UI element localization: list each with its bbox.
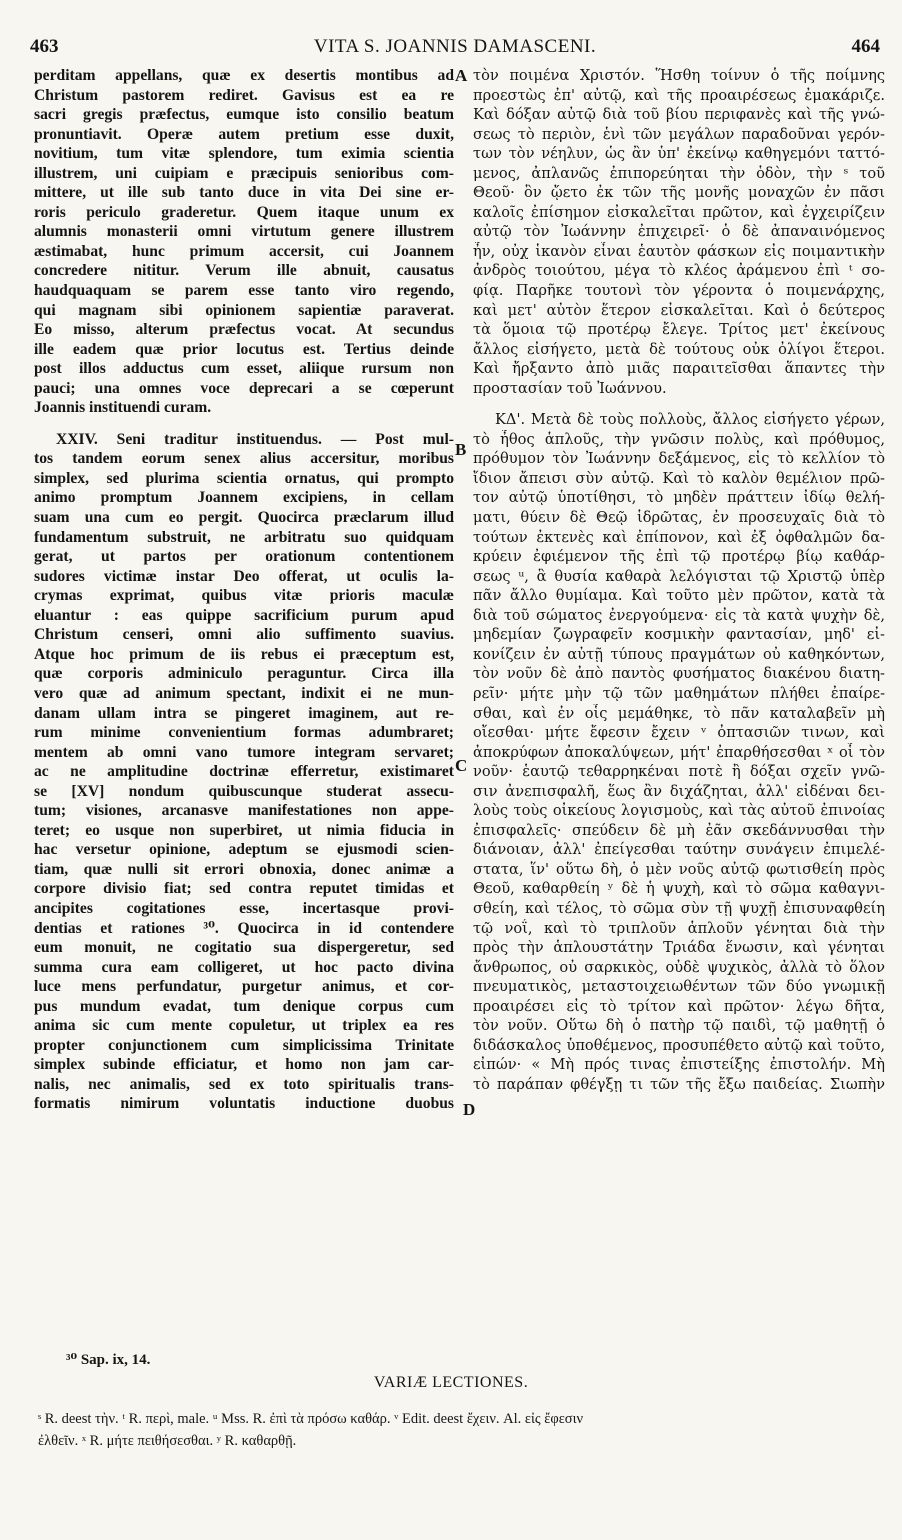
text-line: mittere, ut ille sub tanto duce in vita Dei sine er-: [34, 184, 454, 202]
margin-marker-b: B: [455, 440, 467, 459]
text-line: πρὸς τὴν ἁπλουστάτην Τριάδα ἕνωσιν, καὶ γένηται: [473, 939, 885, 957]
text-line: concredere nititur. Verum ille abnuit, causatus: [34, 262, 454, 280]
text-line: ρεῖν· μήτε μὴν τῷ τῶν μαθημάτων πλήθει ἐπαίρε-: [473, 684, 885, 702]
text-line: πᾶν ἄλλο θυμίαμα. Καὶ τοῦτο μὲν πρῶτον, κατὰ τὰ: [473, 587, 885, 605]
text-line: διάνοιαν, ἀλλ' ἐπείγεσθαι ταύτην συνάγειν ἐπιμελέ-: [473, 841, 885, 859]
text-line: διὰ τοῦ σώματος ἐνεργούμενα· εἰς τὰ κατὰ ψυχὴν δὲ,: [473, 606, 885, 624]
text-line: των τὸν νέηλυν, ὡς ἂν ὑπ' ἐκείνῳ καθηγεμόνι ταττό-: [473, 145, 885, 163]
margin-marker-c: C: [455, 756, 468, 775]
variae-lectiones: [38, 1408, 872, 1452]
text-line: rum minime convenientium formas adumbraret;: [34, 724, 454, 742]
text-line: σεως ᵘ, ἃ θυσία καθαρὰ λελόγισται τῷ Χριστῷ ὑπὲρ: [473, 567, 885, 585]
text-line: hac versetur opinione, adeptum se ejusmodi scien-: [34, 841, 454, 859]
text-line: vero quæ ad animum spectant, indixit ei ne mun-: [34, 684, 454, 702]
text-line: mentem ab omni vano tumore integram servaret;: [34, 743, 454, 761]
text-line: suam una cum eo pergit. Quocirca præclarum illud: [34, 509, 454, 527]
text-line: Καὶ δόξαν αὐτῷ διὰ τοῦ βίου περιφανὲς καὶ τῆς γνώ-: [473, 106, 885, 124]
text-line: σθαι, καὶ ἐν οἷς μεμάθηκε, τὸ πᾶν καταλαβεῖν μὴ: [473, 704, 885, 722]
page-number-right: 464: [851, 36, 880, 57]
text-line: προαιρέσει εἰς τὸ τρίτον καὶ πρῶτον· λέγω δῆτα,: [473, 997, 885, 1015]
text-line: alumnis monasterii omni virtutum genere illustrem: [34, 223, 454, 241]
text-line: σιν ἀνεπισφαλῆ, ἕως ἂν διχάζηται, ἀλλ' εἰδέναι δει-: [473, 782, 885, 800]
running-title: VITA S. JOANNIS DAMASCENI.: [313, 36, 597, 57]
text-line: τούτων ἐκτενὲς καὶ ἐπίπονον, καὶ ἐξ ὀφθαλμῶν δα-: [473, 528, 885, 546]
text-line: τὸν νοῦν. Οὕτω δὴ ὁ πατὴρ τῷ παιδὶ, τῷ μαθητῇ ὁ: [473, 1017, 885, 1035]
text-line: summa cura eam colligeret, ut hoc pacto divina: [34, 958, 454, 976]
text-line: teret; eo usque non superbiret, ut nimia fiducia in: [34, 821, 454, 839]
text-line: ancipites cogitationes esse, incertasque provi-: [34, 899, 454, 917]
text-line: gerat, ut partos per orationum contentionem: [34, 548, 454, 566]
text-line: τὰ ὅμοια τῷ προτέρῳ ἔλεγε. Τρίτος μετ' ἐκείνους: [473, 321, 885, 339]
text-line: ille eadem quæ prior locutus est. Tertius deinde: [34, 340, 454, 358]
text-line: στατα, ἵν' οὕτω δὴ, ὁ μὲν νοῦς αὐτῷ φωτισθείη πρὸς: [473, 860, 885, 878]
section-heading: ΚΔ'. Μετὰ δὲ τοὺς πολλοὺς, ἄλλος εἰσήγετο γέρων,: [495, 411, 885, 429]
text-line: pauci; una omnes voce deprecari a se cœperunt: [34, 379, 454, 397]
text-line: Joannis instituendi curam.: [34, 399, 212, 417]
text-line: tum; visiones, arcanasve manifestationes non appe-: [34, 802, 454, 820]
text-line: perditam appellans, quæ ex desertis montibus ad: [34, 67, 454, 84]
text-line: tiam, quæ nulli sit errori obnoxia, donec animæ a: [34, 860, 454, 878]
text-line: Θεοῦ· ὃν ᾤετο ἐκ τῶν τῆς μονῆς μοναχῶν ἐν πᾶσι: [473, 184, 885, 202]
text-line: Καὶ ἤρξαντο ἀπὸ μιᾶς παραιτεῖσθαι ἅπαντες τὴν: [473, 360, 885, 378]
footnote: ³⁰ Sap. ix, 14.: [66, 1352, 151, 1368]
variae-lectiones-title: VARIÆ LECTIONES.: [373, 1374, 529, 1391]
text-line: σεως τὸ περιὸν, ἑνὶ τῶν μεγάλων παραδοῦναι γερόν-: [473, 125, 885, 143]
page-number-left: 463: [30, 36, 59, 57]
text-line: se [XV] nondum quibuscunque studerat assecu-: [34, 782, 454, 800]
latin-column: [34, 66, 454, 1366]
text-line: formatis nimirum voluntatis inductione duobus: [34, 1095, 454, 1113]
text-line: σθείη, καὶ τέλος, τὸ σῶμα σὺν τῇ ψυχῇ ἐπισυναφθείη: [473, 899, 885, 917]
text-line: nalis, nec animalis, sed ex toto spiritualis trans-: [34, 1075, 454, 1093]
text-line: illustrem, uni cuipiam e præcipuis senioribus com-: [34, 164, 454, 182]
text-line: roris periculo graderetur. Quem itaque unum ex: [34, 203, 454, 221]
text-line: simplex subinde efficiatur, et homo non jam car-: [34, 1056, 454, 1074]
text-line: Christum censeri, omni alio suffimento suavius.: [34, 626, 454, 644]
text-line: φίᾳ. Παρῆκε τουτονὶ τὸν γέροντα ὁ ποιμενάρχης,: [473, 282, 885, 300]
variae-line-2: ἐλθεῖν. ˣ R. μήτε πειθήσεσθαι. ʸ R. καθαρθῇ.: [38, 1433, 297, 1449]
page-header: [30, 32, 880, 66]
text-line: ματι, θύειν δὲ Θεῷ ἱδρῶτας, ἐν προσευχαῖς διὰ τὸ: [473, 509, 885, 527]
text-line: Θεοῦ, καθαρθείη ʸ δὲ ἡ ψυχὴ, καὶ τὸ σῶμα καθαγνι-: [473, 880, 885, 898]
text-line: sudores victimæ instar Deo offerat, ut oculis la-: [34, 567, 454, 585]
greek-column: [473, 66, 885, 1366]
text-line: danam ullam intra se pingeret imaginem, aut re-: [34, 704, 454, 722]
text-line: animo promptum Joannem excipiens, in cellam: [34, 489, 454, 507]
text-line: προεστὼς ἐπ' αὐτῷ, καὶ τῆς προαιρέσεως ἐμακάριζε.: [473, 86, 885, 104]
text-line: τον αὐτῷ ὑποτίθησι, τὸ μηδὲν πράττειν ἰδίῳ θελή-: [473, 489, 885, 507]
text-line: τὸ παράπαν φθέγξῃ τι τῶν τῆς ἔξω παιδείας. Σιωπὴν: [473, 1075, 885, 1093]
text-line: κρύειν ἐφιέμενον τῆς ἐπὶ τῷ προτέρῳ βίῳ καθάρ-: [473, 548, 885, 566]
text-line: τὸν ποιμένα Χριστόν. Ἥσθη τοίνυν ὁ τῆς ποίμνης: [473, 67, 885, 84]
text-line: quæ corporis adminiculo peraguntur. Circa illa: [34, 665, 454, 683]
text-line: Eo misso, alterum præfectus vocat. At secundus: [34, 321, 454, 339]
text-line: Atque hoc primum de iis rebus ei præceptum est,: [34, 645, 454, 663]
text-line: τὸν νοῦν δὲ ἀπὸ παντὸς φυσήματος διακένου διατη-: [473, 665, 885, 683]
text-line: εἰπών· « Μὴ πρός τινας ἐπιστείξης ἐπιστολήν. Μὴ: [473, 1056, 885, 1074]
text-line: διδάσκαλος ὑποθέμενος, προσυπέθετο αὐτῷ καὶ τοῦτο,: [473, 1036, 885, 1054]
margin-marker-a: A: [455, 66, 468, 85]
text-line: simplex, sed plurima scientia ornatus, qui prompto: [34, 469, 454, 487]
text-line: ac ne amplitudine doctrinæ efferretur, existimaret: [34, 763, 454, 781]
text-line: κονίζειν ἐν αὐτῇ τύπους πραγμάτων οὐ καθηκόντων,: [473, 645, 885, 663]
text-line: tos tandem eorum senex alius accersitur, moribus: [34, 450, 454, 468]
margin-marker-d: D: [463, 1100, 476, 1119]
text-line: μηδεμίαν ζωγραφεῖν κοσμικὴν φαντασίαν, μηδ' εἰ-: [473, 626, 885, 644]
text-line: νοῦν· ἑαυτῷ τεθαρρηκέναι ποτὲ ἢ δόξαι σχεῖν γνῶ-: [473, 763, 885, 781]
text-line: novitium, tum vitæ splendore, tum eximia scientia: [34, 145, 454, 163]
text-line: pronuntiavit. Operæ autem pretium esse duxit,: [34, 125, 454, 143]
text-line: haudquaquam se parem esse tanto viro regendo,: [34, 282, 454, 300]
text-line: τῷ νοΐ, καὶ τὸ τριπλοῦν ἁπλοῦν γένηται διὰ τὴν: [473, 919, 885, 937]
text-line: λοὺς τοὺς οἰκείους λογισμοὺς, καὶ τὰς αὐτοῦ ἐπινοίας: [473, 802, 885, 820]
text-line: Christum pastorem rediret. Gavisus est ea re: [34, 86, 454, 104]
text-line: eluantur : eas quippe sacrificium purum apud: [34, 606, 454, 624]
section-heading: XXIV. Seni traditur instituendus. — Post mul-: [56, 430, 454, 448]
text-line: μενος, ἀπλανῶς ἐπιπορεύηται τὴν ὁδὸν, τὴν ˢ τοῦ: [473, 164, 885, 182]
text-line: ἄλλος εἰσήγετο, μετὰ δὲ τούτους οὐκ ὀλίγοι ἕτεροι.: [473, 340, 885, 358]
text-line: fundamentum substruit, ne arbitratu suo quidquam: [34, 528, 454, 546]
text-line: luce mens perfundatur, purgetur animus, et cor-: [34, 978, 454, 996]
text-line: ἀνδρὸς τοιούτου, μέγα τὸ κλέος ἀράμενου ἐπὶ ᵗ σο-: [473, 262, 885, 280]
text-line: ἐπισφαλεῖς· σπεύδειν δὲ μὴ ἐᾶν σκεδάννυσθαι τὴν: [473, 821, 885, 839]
text-line: ἀποκρύφων ἀποκαλύψεων, μήτ' ἐπαρθήσεσθαι ˣ οἷ τὸν: [473, 743, 885, 761]
text-line: ἴδιον ἄπεισι σὺν αὐτῷ. Καὶ τὸ καλὸν θεμέλιον πρῶ-: [473, 469, 885, 487]
text-line: anima sic cum mente copuletur, ut triplex ea res: [34, 1017, 454, 1035]
text-line: ἦν, οὐχ ἱκανὸν εἶναι ἑαυτὸν φάσκων εἰς ποιμαντικὴν: [473, 242, 885, 260]
text-line: προστασίαν τοῦ Ἰωάννου.: [473, 379, 667, 397]
text-line: post illos adductus cum esset, aliique rursum non: [34, 360, 454, 378]
text-line: οἴεσθαι· μήτε ἔφεσιν ἔχειν ᵛ ὀπτασιῶν τινων, καὶ: [473, 724, 885, 742]
text-line: καλοῖς ἐπίσημον εἰσκαλεῖται πρῶτον, καὶ ἐγχειρίζειν: [473, 203, 885, 221]
text-line: πνευματικὸς, μεταστοιχειωθέντων τῶν δύο γνωμικῇ: [473, 978, 885, 996]
text-line: pus mundum evadat, tum denique corpus cum: [34, 997, 454, 1015]
variae-line-1: ˢ R. deest τὴν. ᵗ R. περὶ, male. ᵘ Mss. R. ἐπὶ τὰ πρόσω καθάρ. ᵛ Edit. deest ἔχειν. Al. εἰς ἔφεσιν: [38, 1411, 584, 1427]
text-line: dentias et rationes ³⁰. Quocirca in id contendere: [34, 919, 454, 937]
text-line: eum monuit, ne cogitatio sua dispergeretur, sed: [34, 939, 454, 957]
text-line: corpore divisio fiat; sed contra reputet timidas et: [34, 880, 454, 898]
text-line: αὐτῷ τὸν Ἰωάννην ἐπιχειρεῖ· ὁ δὲ ἀπαναινόμενος: [473, 223, 885, 241]
text-line: καὶ μετ' αὐτὸν ἕτερον εἰσκαλεῖται. Καὶ ὁ δεύτερος: [473, 301, 885, 319]
text-line: ἄνθρωπος, οὐ σαρκικὸς, οὐδὲ ψυχικὸς, ἀλλὰ τὸ ὅλον: [473, 958, 885, 976]
text-line: τὸ ἦθος ἁπλοῦς, τὴν γνῶσιν πολὺς, καὶ πρόθυμος,: [473, 430, 885, 448]
text-line: æstimabat, hunc primum accersit, cui Joannem: [34, 242, 454, 260]
text-line: πρόθυμον τὸν Ἰωάννην δεξάμενος, εἰς τὸ κελλίον τὸ: [473, 450, 885, 468]
text-line: sacri gregis præfectus, eumque isto consilio beatum: [34, 106, 454, 124]
text-line: propter conjunctionem cum simplicissima Trinitate: [34, 1036, 454, 1054]
text-line: crymas exprimat, quibus vitæ prioris maculæ: [34, 587, 454, 605]
text-line: qui magnam sibi opinionem sapientiæ paraverat.: [34, 301, 454, 319]
